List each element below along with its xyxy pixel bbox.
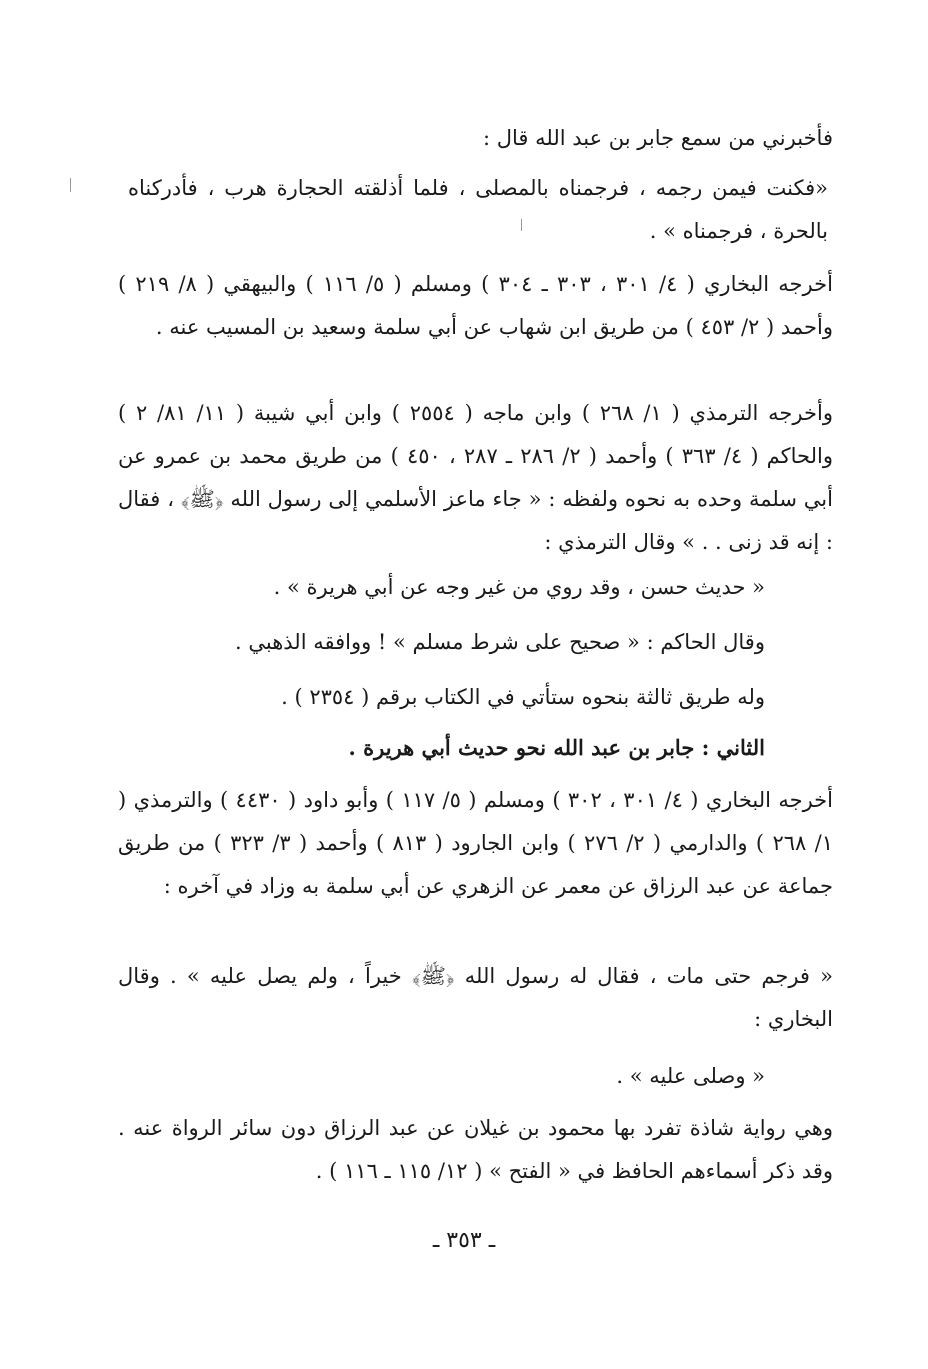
page-number: ـ ٣٥٣ ـ <box>432 1228 496 1253</box>
paragraph-takhrij-1: أخرجه البخاري ( ٤/ ٣٠١ ، ٣٠٣ ـ ٣٠٤ ) ومسلم ( ٥/ ١١٦ ) والبيهقي ( ٨/ ٢١٩ ) وأحمد ( ٢/ ٤٥٣ ) من طريق ابن شهاب عن أبي سلمة وسعيد بن المسيب عنه . <box>118 272 833 339</box>
paragraph-takhrij-3: أخرجه البخاري ( ٤/ ٣٠١ ، ٣٠٢ ) ومسلم ( ٥/ ١١٧ ) وأبو داود ( ٤٤٣٠ ) والترمذي ( ١/ ٢٦٨ ) والدارمي ( ٢/ ٢٧٦ ) وابن الجارود ( ٨١٣ ) وأحمد ( ٣/ ٣٢٣ ) من طريق جماعة عن عبد الرزاق عن معمر عن الزهري عن أبي سلمة به وزاد في آخره : <box>118 788 833 898</box>
paragraph-conclusion: وهي رواية شاذة تفرد بها محمود بن غيلان عن عبد الرزاق دون سائر الرواة عنه . وقد ذكر أسماءهم الحافظ في « الفتح » ( ١٢/ ١١٥ ـ ١١٦ ) . <box>118 1116 833 1183</box>
note-third-route: وله طريق ثالثة بنحوه ستأتي في الكتاب برقم ( ٢٣٥٤ ) . <box>281 685 765 709</box>
paragraph-hadith-quote: «فكنت فيمن رجمه ، فرجمناه بالمصلى ، فلما أذلقته الحجارة هرب ، فأدركناه بالحرة ، فرجمناه » . <box>128 176 828 243</box>
paragraph-intro: فأخبرني من سمع جابر بن عبد الله قال : <box>483 126 833 150</box>
paragraph-addition: « فرجم حتى مات ، فقال له رسول الله ﴿ﷺ﴾ خيراً ، ولم يصل عليه » . وقال البخاري : <box>118 964 833 1031</box>
quote-bukhari: « وصلى عليه » . <box>616 1064 765 1088</box>
paragraph-takhrij-2: وأخرجه الترمذي ( ١/ ٢٦٨ ) وابن ماجه ( ٢٥٥٤ ) وابن أبي شيبة ( ١١/ ٨١/ ٢ ) والحاكم ( ٤/ ٣٦٣ ) وأحمد ( ٢/ ٢٨٦ ـ ٢٨٧ ، ٤٥٠ ) من طريق محمد بن عمرو عن أبي سلمة وحده به نحوه ولفظه : « جاء ماعز الأسلمي إلى رسول الله ﴿ﷺ﴾ ، فقال : إنه قد زنى . . » وقال الترمذي : <box>118 401 833 554</box>
quote-hakim: وقال الحاكم : « صحيح على شرط مسلم » ! ووافقه الذهبي . <box>235 630 765 654</box>
quote-tirmidhi: « حديث حسن ، وقد روي من غير وجه عن أبي هريرة » . <box>273 575 765 599</box>
scan-mark <box>70 178 71 192</box>
heading-second-narration: الثاني : جابر بن عبد الله نحو حديث أبي هريرة . <box>348 735 765 760</box>
